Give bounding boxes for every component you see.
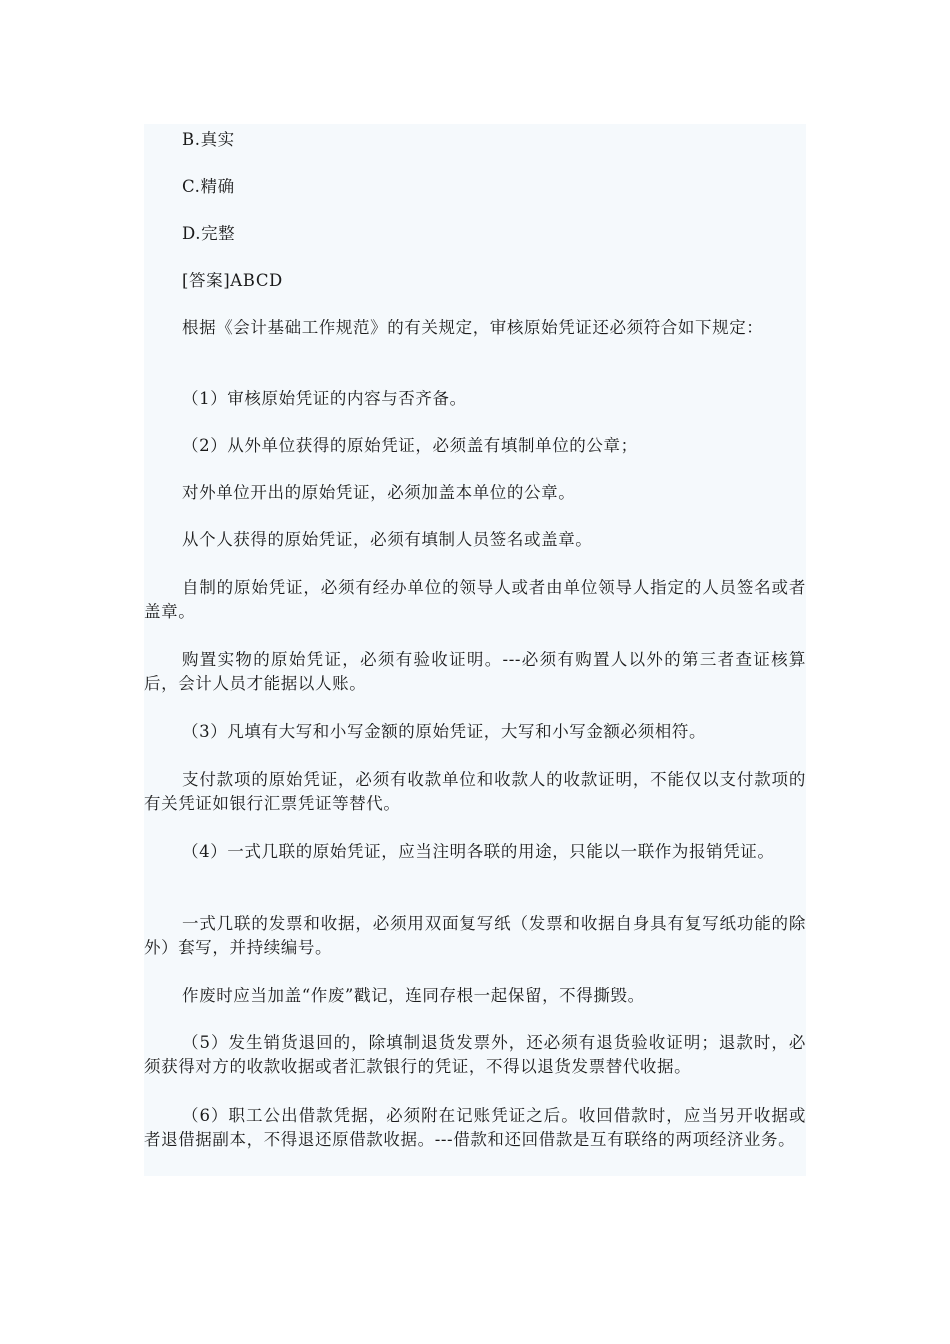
paragraph-outgoing: 对外单位开出的原始凭证，必须加盖本单位的公章。 — [182, 483, 576, 502]
paragraph-void: 作废时应当加盖“作废”戳记，连同存根一起保留，不得撕毁。 — [182, 986, 645, 1005]
paragraph-individual: 从个人获得的原始凭证，必须有填制人员签名或盖章。 — [182, 530, 593, 549]
paragraph-intro: 根据《会计基础工作规范》的有关规定，审核原始凭证还必须符合如下规定： — [182, 318, 764, 337]
paragraph-item-5: （5）发生销货退回的，除填制退货发票外，还必须有退货验收证明；退款时，必须获得对方的收款收据或者汇款银行的凭证，不得以退货发票替代收据。 — [144, 1033, 806, 1076]
option-c: C.精确 — [182, 177, 235, 196]
option-b: B.真实 — [182, 130, 235, 149]
paragraph-item-2: （2）从外单位获得的原始凭证，必须盖有填制单位的公章； — [182, 436, 638, 455]
paragraph-self-made: 自制的原始凭证，必须有经办单位的领导人或者由单位领导人指定的人员签名或者盖章。 — [144, 578, 806, 621]
paragraph-payment: 支付款项的原始凭证，必须有收款单位和收款人的收款证明，不能仅以支付款项的有关凭证如银行汇票凭证等替代。 — [144, 770, 806, 813]
document-text-block — [144, 124, 806, 1176]
paragraph-item-3: （3）凡填有大写和小写金额的原始凭证，大写和小写金额必须相符。 — [182, 722, 707, 741]
paragraph-invoice-copies: 一式几联的发票和收据，必须用双面复写纸（发票和收据自身具有复写纸功能的除外）套写，并持续编号。 — [144, 914, 806, 957]
paragraph-item-1: （1）审核原始凭证的内容与否齐备。 — [182, 389, 467, 408]
paragraph-item-4: （4）一式几联的原始凭证，应当注明各联的用途，只能以一联作为报销凭证。 — [182, 842, 775, 861]
option-d: D.完整 — [182, 224, 236, 243]
paragraph-purchase: 购置实物的原始凭证，必须有验收证明。---必须有购置人以外的第三者查证核算后，会计人员才能据以人账。 — [144, 650, 806, 693]
answer-line: [答案]ABCD — [182, 271, 283, 290]
paragraph-item-6: （6）职工公出借款凭据，必须附在记账凭证之后。收回借款时，应当另开收据或者退借据副本，不得退还原借款收据。---借款和还回借款是互有联络的两项经济业务。 — [144, 1106, 806, 1149]
